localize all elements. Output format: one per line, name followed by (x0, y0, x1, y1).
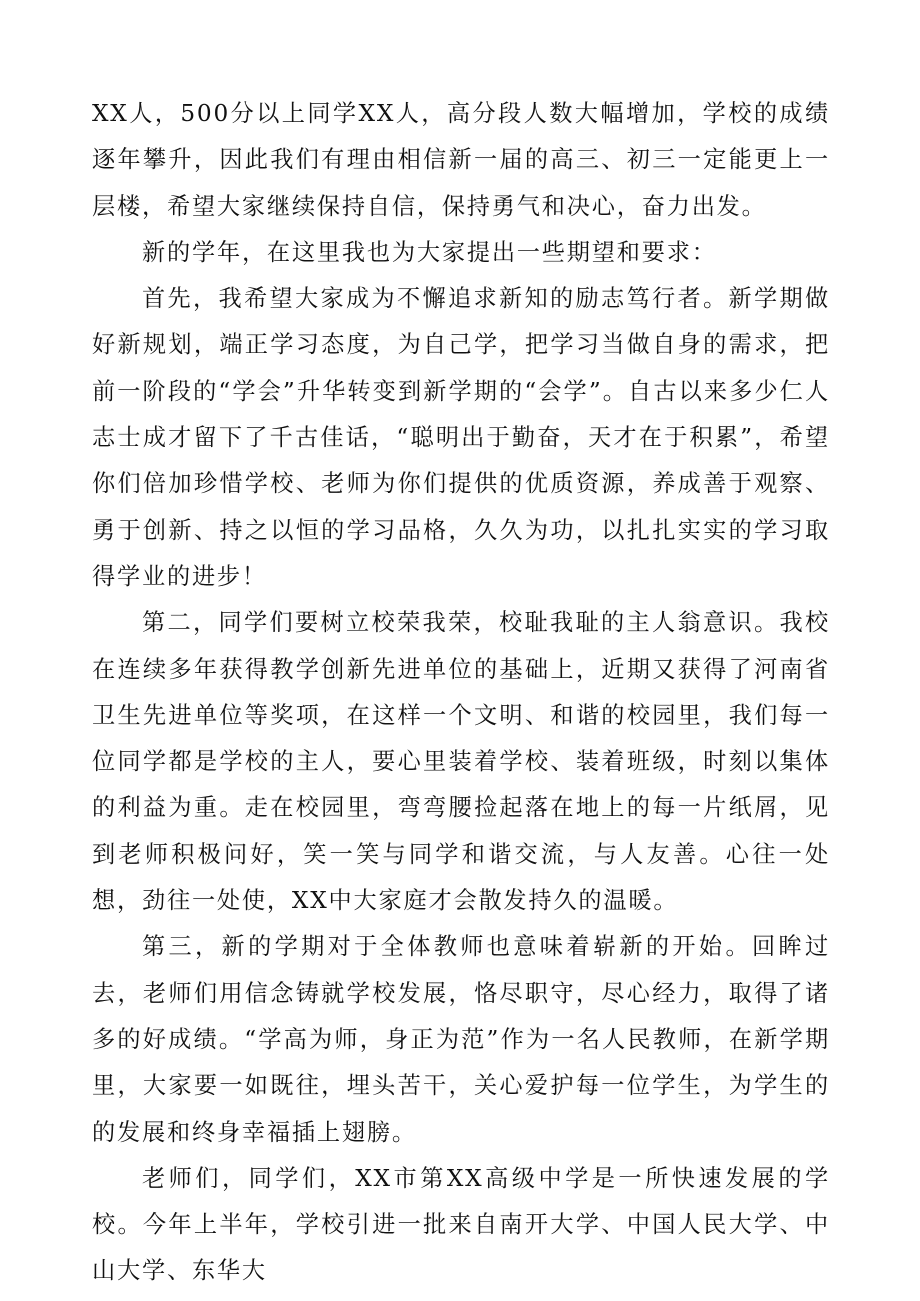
document-body (92, 91, 830, 1295)
paragraph-third-point: 第三，新的学期对于全体教师也意味着崭新的开始。回眸过去，老师们用信念铸就学校发展，恪尽职守，尽心经力，取得了诸多的好成绩。“学高为师，身正为范”作为一名人民教师，在新学期里，大家要一如既往，埋头苦干，关心爱护每一位学生，为学生的的发展和终身幸福插上翅膀。 (92, 933, 830, 1146)
paragraph-second-point: 第二，同学们要树立校荣我荣，校耻我耻的主人翁意识。我校在连续多年获得教学创新先进单位的基础上，近期又获得了河南省卫生先进单位等奖项，在这样一个文明、和谐的校园里，我们每一位同学都是学校的主人，要心里装着学校、装着班级，时刻以集体的利益为重。走在校园里，弯弯腰捡起落在地上的每一片纸屑，见到老师积极问好，笑一笑与同学和谐交流，与人友善。心往一处想，劲往一处使，XX中大家庭才会散发持久的温暖。 (92, 609, 830, 915)
paragraph-expectations-intro: 新的学年，在这里我也为大家提出一些期望和要求： (142, 238, 717, 266)
paragraph-exam-results: XX人，500分以上同学XX人，高分段人数大幅增加，学校的成绩逐年攀升，因此我们有理由相信新一届的高三、初三一定能更上一层楼，希望大家继续保持自信，保持勇气和决心，奋力出发。 (92, 100, 830, 220)
paragraph-school-development: 老师们，同学们，XX市第XX高级中学是一所快速发展的学校。今年上半年，学校引进一批来自南开大学、中国人民大学、中山大学、东华大 (92, 1164, 830, 1285)
paragraph-first-point: 首先，我希望大家成为不懈追求新知的励志笃行者。新学期做好新规划，端正学习态度，为自己学，把学习当做自身的需求，把前一阶段的“学会”升华转变到新学期的“会学”。自古以来多少仁人志士成才留下了千古佳话，“聪明出于勤奋，天才在于积累”，希望你们倍加珍惜学校、老师为你们提供的优质资源，养成善于观察、勇于创新、持之以恒的学习品格，久久为功，以扎扎实实的学习取得学业的进步！ (92, 285, 830, 590)
